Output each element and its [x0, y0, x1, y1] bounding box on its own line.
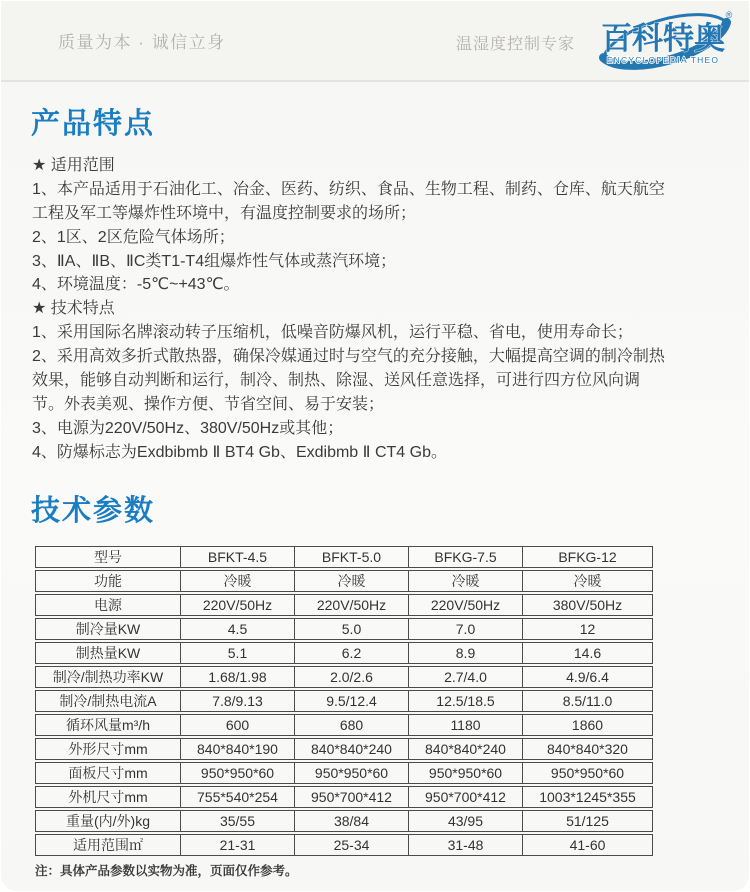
- spec-label-cell: 循环风量m³/h: [35, 714, 181, 736]
- spec-value-cell: 380V/50Hz: [523, 594, 653, 616]
- spec-value-cell: 14.6: [523, 642, 653, 664]
- spec-value-cell: 冷暖: [523, 570, 653, 592]
- spec-row: [35, 738, 653, 760]
- feature-text-line: 3、ⅡA、ⅡB、ⅡC类T1-T4组爆炸性气体或蒸汽环境；: [32, 252, 397, 270]
- feature-text-line: 节。外表美观、操作方便、节省空间、易于安装；: [32, 395, 385, 413]
- feature-text-line: 1、采用国际名牌滚动转子压缩机，低噪音防爆风机，运行平稳、省电，使用寿命长；: [32, 324, 633, 342]
- spec-value-cell: 41-60: [523, 834, 653, 856]
- spec-row: [35, 546, 653, 568]
- feature-text-line: 效果，能够自动判断和运行，制冷、制热、除湿、送风任意选择，可进行四方位风向调: [32, 372, 641, 390]
- spec-value-cell: 9.5/12.4: [295, 690, 409, 712]
- spec-row: [35, 810, 653, 832]
- spec-value-cell: 4.9/6.4: [523, 666, 653, 688]
- feature-text-line: 2、1区、2区危险气体场所；: [32, 228, 235, 246]
- spec-value-cell: 950*950*60: [409, 762, 523, 784]
- spec-value-cell: 6.2: [295, 642, 409, 664]
- feature-section-heading: ★ 技术特点: [32, 300, 115, 318]
- features-section-title: 产品特点: [31, 108, 156, 140]
- spec-label-cell: 制冷/制热功率KW: [35, 666, 181, 688]
- spec-value-cell: 4.5: [181, 618, 295, 640]
- spec-label-cell: 制冷量KW: [35, 618, 181, 640]
- feature-section-heading: ★ 适用范围: [32, 157, 115, 174]
- spec-value-cell: 51/125: [523, 810, 653, 832]
- spec-value-cell: 冷暖: [409, 570, 523, 592]
- spec-value-cell: 21-31: [181, 834, 295, 856]
- spec-label-cell: 电源: [35, 594, 181, 616]
- spec-row: [35, 834, 653, 856]
- spec-row: [35, 642, 653, 664]
- spec-value-cell: 950*950*60: [295, 762, 409, 784]
- spec-value-cell: 43/95: [409, 810, 523, 832]
- features-body: [32, 154, 722, 465]
- spec-value-cell: 1180: [409, 714, 523, 736]
- spec-value-cell: 5.1: [181, 642, 295, 664]
- brand-registered-mark: ®: [725, 10, 733, 20]
- spec-value-cell: 950*700*412: [409, 786, 523, 808]
- spec-value-cell: 1.68/1.98: [181, 666, 295, 688]
- product-page: [1, 1, 749, 891]
- spec-label-cell: 型号: [35, 546, 181, 568]
- spec-label-cell: 制热量KW: [35, 642, 181, 664]
- footnote: 注：具体产品参数以实物为准，页面仅作参考。: [35, 864, 298, 878]
- spec-value-cell: 35/55: [181, 810, 295, 832]
- page-header: [1, 1, 749, 82]
- spec-value-cell: 8.9: [409, 642, 523, 664]
- spec-row: [35, 618, 653, 640]
- brand-logo: [589, 2, 741, 80]
- spec-label-cell: 制冷/制热电流A: [35, 690, 181, 712]
- slogan-left: 质量为本 · 诚信立身: [58, 33, 226, 52]
- spec-row: [35, 690, 653, 712]
- feature-text-line: 4、防爆标志为Exdbibmb Ⅱ BT4 Gb、Exdibmb Ⅱ CT4 Gb。: [32, 443, 447, 461]
- spec-value-cell: 600: [181, 714, 295, 736]
- spec-value-cell: 5.0: [295, 618, 409, 640]
- spec-value-cell: 1860: [523, 714, 653, 736]
- spec-value-cell: 840*840*190: [181, 738, 295, 760]
- spec-value-cell: 755*540*254: [181, 786, 295, 808]
- brand-logo-swoosh-icon: [589, 2, 741, 80]
- spec-value-cell: BFKT-5.0: [295, 546, 409, 568]
- spec-label-cell: 外机尺寸mm: [35, 786, 181, 808]
- spec-value-cell: 220V/50Hz: [295, 594, 409, 616]
- spec-value-cell: 冷暖: [295, 570, 409, 592]
- spec-value-cell: BFKG-7.5: [409, 546, 523, 568]
- specs-table-body: [35, 546, 653, 856]
- spec-value-cell: 1003*1245*355: [523, 786, 653, 808]
- spec-value-cell: 840*840*240: [295, 738, 409, 760]
- spec-value-cell: BFKT-4.5: [181, 546, 295, 568]
- spec-value-cell: 冷暖: [181, 570, 295, 592]
- spec-value-cell: 840*840*320: [523, 738, 653, 760]
- spec-row: [35, 786, 653, 808]
- spec-value-cell: 7.0: [409, 618, 523, 640]
- brand-logo-name: 百科特奥: [601, 21, 725, 56]
- feature-text-line: 3、电源为220V/50Hz、380V/50Hz或其他；: [32, 419, 344, 437]
- spec-value-cell: 680: [295, 714, 409, 736]
- spec-value-cell: 38/84: [295, 810, 409, 832]
- spec-value-cell: 220V/50Hz: [181, 594, 295, 616]
- spec-value-cell: 950*950*60: [181, 762, 295, 784]
- spec-row: [35, 714, 653, 736]
- spec-row: [35, 666, 653, 688]
- spec-value-cell: BFKG-12: [523, 546, 653, 568]
- spec-row: [35, 570, 653, 592]
- spec-value-cell: 840*840*240: [409, 738, 523, 760]
- spec-value-cell: 950*700*412: [295, 786, 409, 808]
- feature-text-line: 4、环境温度：-5℃~+43℃。: [32, 276, 240, 294]
- spec-label-cell: 功能: [35, 570, 181, 592]
- feature-text-line: 1、本产品适用于石油化工、冶金、医药、纺织、食品、生物工程、制药、仓库、航天航空: [32, 180, 665, 198]
- spec-value-cell: 2.7/4.0: [409, 666, 523, 688]
- feature-text-line: 2、采用高效多折式散热器，确保冷媒通过时与空气的充分接触，大幅提高空调的制冷制热: [32, 348, 665, 366]
- spec-value-cell: 8.5/11.0: [523, 690, 653, 712]
- spec-value-cell: 12: [523, 618, 653, 640]
- spec-row: [35, 594, 653, 616]
- spec-value-cell: 12.5/18.5: [409, 690, 523, 712]
- spec-value-cell: 220V/50Hz: [409, 594, 523, 616]
- specs-table: [35, 544, 653, 858]
- feature-text-line: 工程及军工等爆炸性环境中，有温度控制要求的场所；: [32, 204, 417, 222]
- spec-row: [35, 762, 653, 784]
- specs-section-title: 技术参数: [31, 495, 156, 527]
- spec-label-cell: 外形尺寸mm: [35, 738, 181, 760]
- spec-value-cell: 2.0/2.6: [295, 666, 409, 688]
- brand-logo-subtitle: ENCYCLOPEDIA THEO: [606, 55, 720, 65]
- spec-value-cell: 950*950*60: [523, 762, 653, 784]
- spec-value-cell: 7.8/9.13: [181, 690, 295, 712]
- spec-label-cell: 适用范围㎡: [35, 834, 181, 856]
- spec-label-cell: 面板尺寸mm: [35, 762, 181, 784]
- spec-value-cell: 25-34: [295, 834, 409, 856]
- slogan-right: 温湿度控制专家: [456, 36, 576, 53]
- spec-value-cell: 31-48: [409, 834, 523, 856]
- spec-label-cell: 重量(内/外)kg: [35, 810, 181, 832]
